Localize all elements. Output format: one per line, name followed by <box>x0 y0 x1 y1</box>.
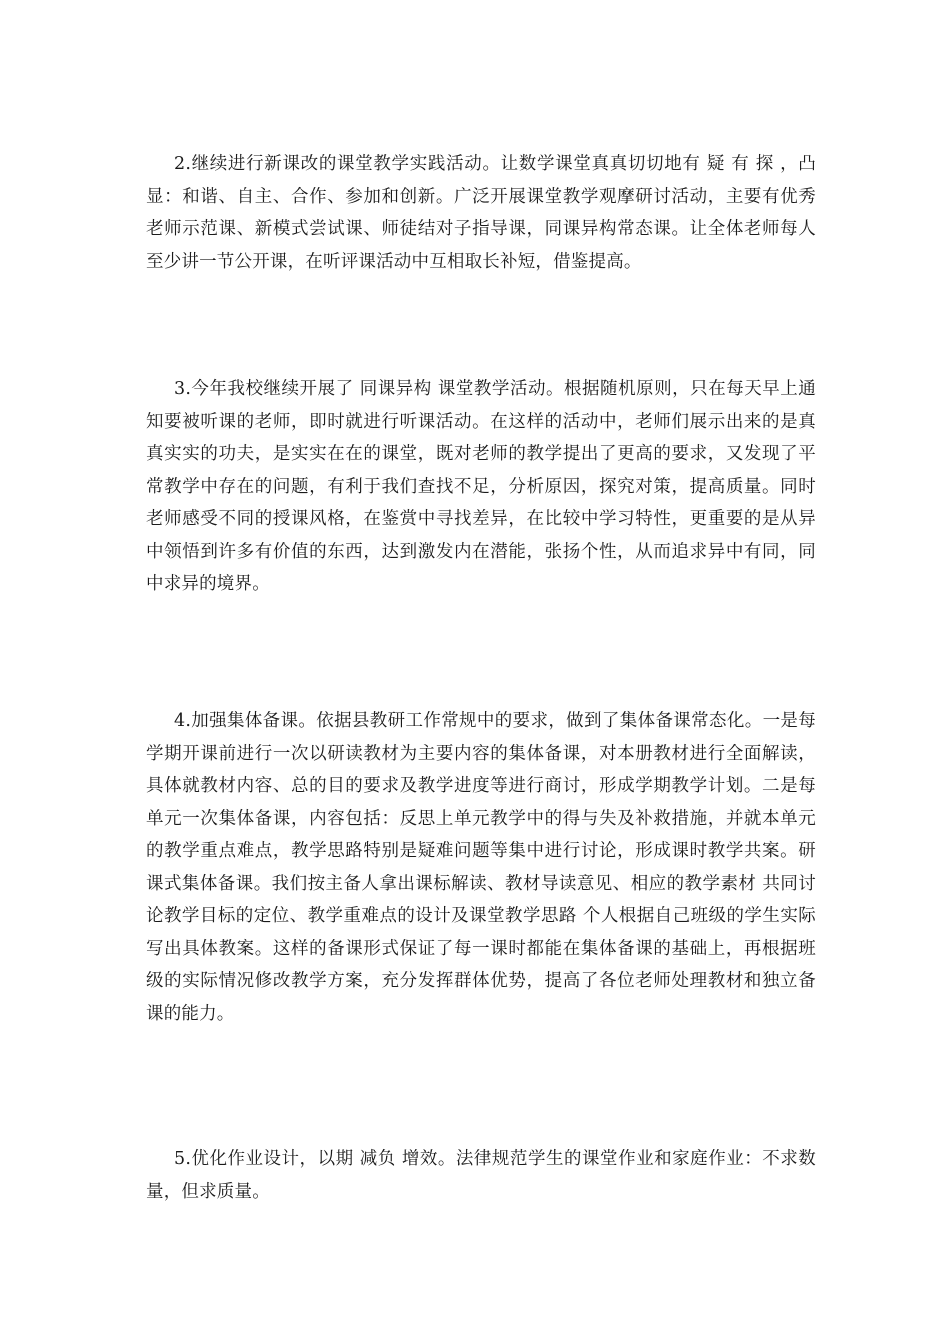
paragraph-3: 3.今年我校继续开展了 同课异构 课堂教学活动。根据随机原则，只在每天早上通知要被听课的老师，即时就进行听课活动。在这样的活动中，老师们展示出来的是真真实实的功夫，是实实在在的课堂，既对老师的教学提出了更高的要求，又发现了平常教学中存在的问题，有利于我们查找不足，分析原因，探究对策，提高质量。同时老师感受不同的授课风格，在鉴赏中寻找差异，在比较中学习特性，更重要的是从异中领悟到许多有价值的东西，达到激发内在潜能，张扬个性，从而追求异中有同，同中求异的境界。 <box>146 379 816 594</box>
paragraph-5: 5.优化作业设计，以期 减负 增效。法律规范学生的课堂作业和家庭作业：不求数量，但求质量。 <box>146 1149 816 1202</box>
paragraph-4: 4.加强集体备课。依据县教研工作常规中的要求，做到了集体备课常态化。一是每学期开课前进行一次以研读教材为主要内容的集体备课，对本册教材进行全面解读，具体就教材内容、总的目的要求及教学进度等进行商讨，形成学期教学计划。二是每单元一次集体备课，内容包括：反思上单元教学中的得与失及补救措施，并就本单元的教学重点难点，教学思路特别是疑难问题等集中进行讨论，形成课时教学共案。研课式集体备课。我们按主备人拿出课标解读、教材导读意见、相应的教学素材 共同讨论教学目标的定位、教学重难点的设计及课堂教学思路 个人根据自己班级的学生实际写出具体教案。这样的备课形式保证了每一课时都能在集体备课的基础上，再根据班级的实际情况修改教学方案，充分发挥群体优势，提高了各位老师处理教材和独立备课的能力。 <box>146 711 816 1024</box>
paragraph-2: 2.继续进行新课改的课堂教学实践活动。让数学课堂真真切切地有 疑 有 探 ，凸显：和谐、自主、合作、参加和创新。广泛开展课堂教学观摩研讨活动，主要有优秀老师示范课、新模式尝试课、师徒结对子指导课，同课异构常态课。让全体老师每人至少讲一节公开课，在听评课活动中互相取长补短，借鉴提高。 <box>146 154 816 272</box>
